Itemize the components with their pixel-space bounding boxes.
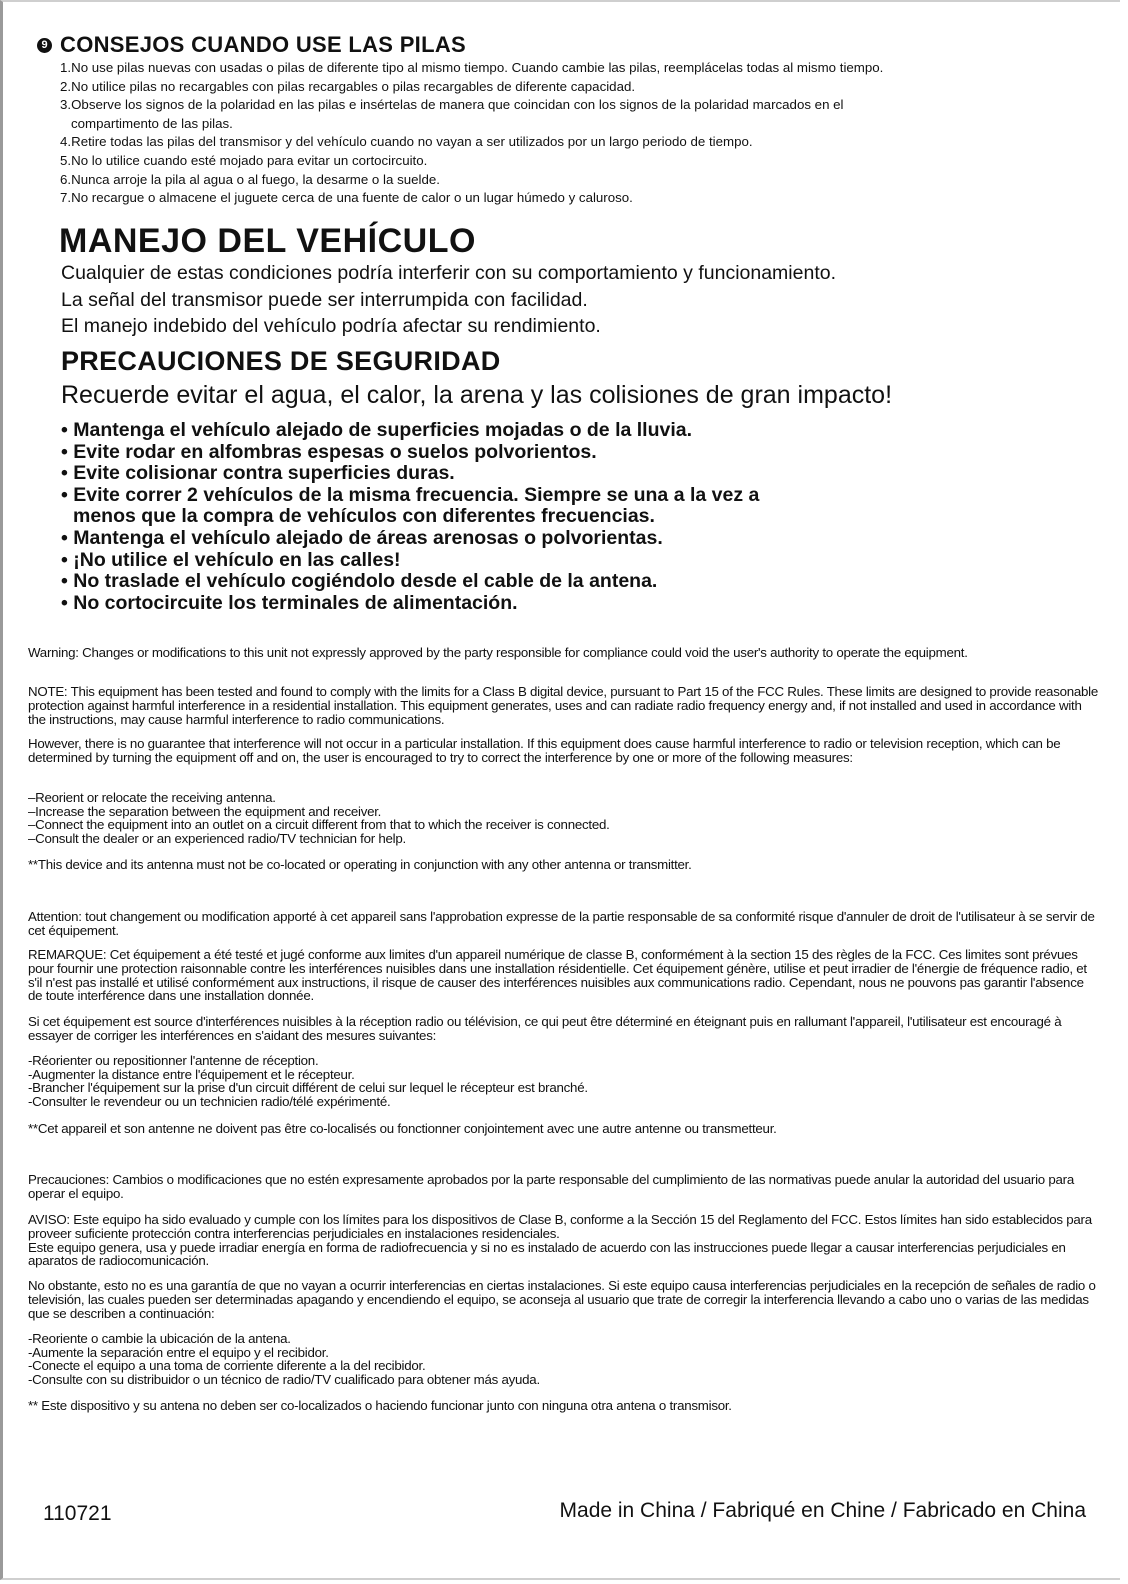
fcc-measure-item: -Reoriente o cambie la ubicación de la antena. (28, 1331, 291, 1346)
battery-tip-item-continuation: compartimento de las pilas. (71, 115, 233, 131)
fcc-precauciones-es: Precauciones: Cambios o modificaciones que no estén expresamente aprobados por la parte responsable del cumplimiento de las normativas puede anular la autoridad del usuario para operar el equipo. (28, 1172, 1075, 1201)
vehicle-handling-line: Cualquier de estas condiciones podría interferir con su comportamiento y funcionamiento. (61, 262, 837, 284)
fcc-aviso-paragraph: Este equipo genera, usa y puede irradiar energía en forma de radiofrecuencia y si no es instalado de acuerdo con las instrucciones puede llegar a causar interferencias perjudiciales en aparatos de radiocomunicación. (28, 1239, 1066, 1269)
fcc-colocated-es: ** Este dispositivo y su antena no deben ser co-localizados o haciendo funcionar junto con ninguna otra antena o transmisor. (28, 1398, 732, 1413)
fcc-measure-item: -Consulte con su distribuidor o un técnico de radio/TV cualificado para obtener más ayuda. (28, 1371, 540, 1387)
fcc-remarque-fr: REMARQUE: Cet équipement a été testé et jugé conforme aux limites d'un appareil numérique de classe B, conformément à la section 15 des règles de la FCC. Ces limites sont prévues pour fournir une protection raisonnable contre les interférences nuisibles dans une installation résidentielle. Cet équipement génère, utilise et peut irradier de l'énergie de fréquence radio, et s'il n'est pas installé et utilisé conformément aux instructions, il risque de causer des interférences nuisibles aux communications radio. Cependant, nous ne pouvons pas garantir l'absence de toute interférence dans une installation donnée. (28, 947, 1087, 1004)
fcc-measure-item: –Connect the equipment into an outlet on a circuit different from that to which the receiver is connected. (28, 817, 610, 833)
safety-bullet: • Evite rodar en alfombras espesas o suelos polvorientos. (61, 440, 597, 463)
battery-tips-section (37, 32, 1107, 208)
fcc-measure-item: -Brancher l'équipement sur la prise d'un circuit différent de celui sur lequel le récepteur est branché. (28, 1080, 588, 1096)
fcc-noobstante-es: No obstante, esto no es una garantía de que no vayan a ocurrir interferencias en ciertas instalaciones. Si este equipo causa interferencias perjudiciales en la recepción de señales de radio o televisión, las cuales pueden ser determinadas apagando y encendiendo el equipo, se aconseja al usuario que trate de corregir la interferencia llevando a cabo uno o varias de las medidas que se describen a continuación: (28, 1278, 1096, 1321)
fcc-si-fr: Si cet équipement est source d'interférences nuisibles à la réception radio ou télévision, ce qui peut être déterminé en éteignant puis en rallumant l'appareil, l'utilisateur est encouragé à essayer de corriger les interférences en s'aidant des mesures suivantes: (28, 1014, 1062, 1043)
vehicle-handling-line: La señal del transmisor puede ser interrumpida con facilidad. (61, 288, 588, 311)
section-number-badge: 9 (37, 38, 52, 53)
battery-tip-item: 4.Retire todas las pilas del transmisor y del vehículo cuando no vayan a ser utilizados por un largo periodo de tiempo. (60, 134, 753, 150)
battery-tip-item: 5.No lo utilice cuando esté mojado para evitar un cortocircuito. (60, 152, 428, 168)
battery-tip-item: 2.No utilice pilas no recargables con pilas recargables o pilas recargables de diferente capacidad. (60, 78, 636, 94)
fcc-attention-fr: Attention: tout changement ou modification apporté à cet appareil sans l'approbation expresse de la partie responsable de sa conformité risque d'annuler de droit de l'utilisateur à se servir de cet équipement. (28, 909, 1095, 938)
battery-tip-item: 3.Observe los signos de la polaridad en las pilas e insértelas de manera que coincidan con los signos de la polaridad marcados en el (60, 97, 844, 113)
fcc-measure-item: -Consulter le revendeur ou un technicien radio/télé expérimenté. (28, 1093, 391, 1109)
battery-tips-header (37, 32, 1107, 58)
battery-tip-item: 6.Nunca arroje la pila al agua o al fuego, la desarme o la suelde. (60, 171, 440, 187)
fcc-measures-en (28, 791, 1100, 845)
vehicle-handling-title: MANEJO DEL VEHÍCULO (59, 222, 476, 260)
safety-bullet: • Evite correr 2 vehículos de la misma frecuencia. Siempre se una a la vez a (61, 483, 760, 506)
fcc-measures-es (28, 1332, 1100, 1386)
fcc-measure-item: -Augmenter la distance entre l'équipement et le récepteur. (28, 1066, 355, 1082)
made-in-label: Made in China / Fabriqué en Chine / Fabricado en China (559, 1499, 1086, 1522)
battery-tips-title: CONSEJOS CUANDO USE LAS PILAS (60, 32, 466, 57)
safety-bullet-list (61, 420, 759, 614)
safety-bullet: • No traslade el vehículo cogiéndolo desde el cable de la antena. (61, 570, 658, 593)
fcc-measures-fr (28, 1054, 1100, 1108)
safety-precautions-subtitle: Recuerde evitar el agua, el calor, la arena y las colisiones de gran impacto! (61, 381, 893, 409)
fcc-colocated-en: **This device and its antenna must not be co-located or operating in conjunction with any other antenna or transmitter. (28, 857, 692, 872)
safety-bullet: • ¡No utilice el vehículo en las calles! (61, 548, 401, 571)
fcc-measure-item: –Increase the separation between the equipment and receiver. (28, 803, 382, 819)
safety-precautions-title: PRECAUCIONES DE SEGURIDAD (61, 346, 501, 376)
safety-bullet: • Evite colisionar contra superficies duras. (61, 462, 455, 485)
fcc-measure-item: –Reorient or relocate the receiving antenna. (28, 790, 276, 805)
fcc-aviso-es (28, 1213, 1100, 1268)
fcc-measure-item: -Conecte el equipo a una toma de corriente diferente a la del recibidor. (28, 1358, 426, 1374)
fcc-note-en: NOTE: This equipment has been tested and found to comply with the limits for a Class B digital device, pursuant to Part 15 of the FCC Rules. These limits are designed to provide reasonable protection against harmful interference in a residential installation. This equipment generates, uses and can radiate radio frequency energy and, if not installed and used in accordance with the instructions, may cause harmful interference to radio communications. (28, 684, 1099, 727)
fcc-warning-en: Warning: Changes or modifications to this unit not expressly approved by the party responsible for compliance could void the user's authority to operate the equipment. (28, 645, 968, 660)
battery-tips-list (60, 59, 1107, 208)
vehicle-handling-text (61, 260, 836, 340)
fcc-aviso-paragraph: AVISO: Este equipo ha sido evaluado y cumple con los límites para los dispositivos de Clase B, conforme a la Sección 15 del Reglamento del FCC. Estos límites han sido establecidos para proveer suficiente protección contra interferencias perjudiciales en instalaciones residenciales. (28, 1212, 1092, 1241)
fcc-however-en: However, there is no guarantee that interference will not occur in a particular installation. If this equipment does cause harmful interference to radio or television reception, which can be determined by turning the equipment off and on, the user is encouraged to try to correct the interference by one or more of the following measures: (28, 736, 1061, 765)
fcc-measure-item: –Consult the dealer or an experienced radio/TV technician for help. (28, 830, 406, 846)
fcc-measure-item: -Réorienter ou repositionner l'antenne de réception. (28, 1053, 319, 1068)
fcc-colocated-fr: **Cet appareil et son antenne ne doivent pas être co-localisés ou fonctionner conjointement avec une autre antenne ou transmetteur. (28, 1121, 777, 1136)
battery-tip-item: 7.No recargue o almacene el juguete cerca de una fuente de calor o un lugar húmedo y caluroso. (60, 190, 633, 206)
safety-bullet-continuation: menos que la compra de vehículos con diferentes frecuencias. (73, 505, 655, 528)
product-code: 110721 (43, 1502, 112, 1525)
vehicle-handling-line: El manejo indebido del vehículo podría afectar su rendimiento. (61, 315, 601, 337)
safety-bullet: • No cortocircuite los terminales de alimentación. (61, 591, 518, 614)
battery-tip-item: 1.No use pilas nuevas con usadas o pilas de diferente tipo al mismo tiempo. Cuando cambie las pilas, reemplácelas todas al mismo tiempo. (60, 60, 884, 75)
fcc-measure-item: -Aumente la separación entre el equipo y el recibidor. (28, 1344, 329, 1360)
safety-bullet: • Mantenga el vehículo alejado de superficies mojadas o de la lluvia. (61, 419, 693, 441)
safety-bullet: • Mantenga el vehículo alejado de áreas arenosas o polvorientas. (61, 526, 663, 549)
